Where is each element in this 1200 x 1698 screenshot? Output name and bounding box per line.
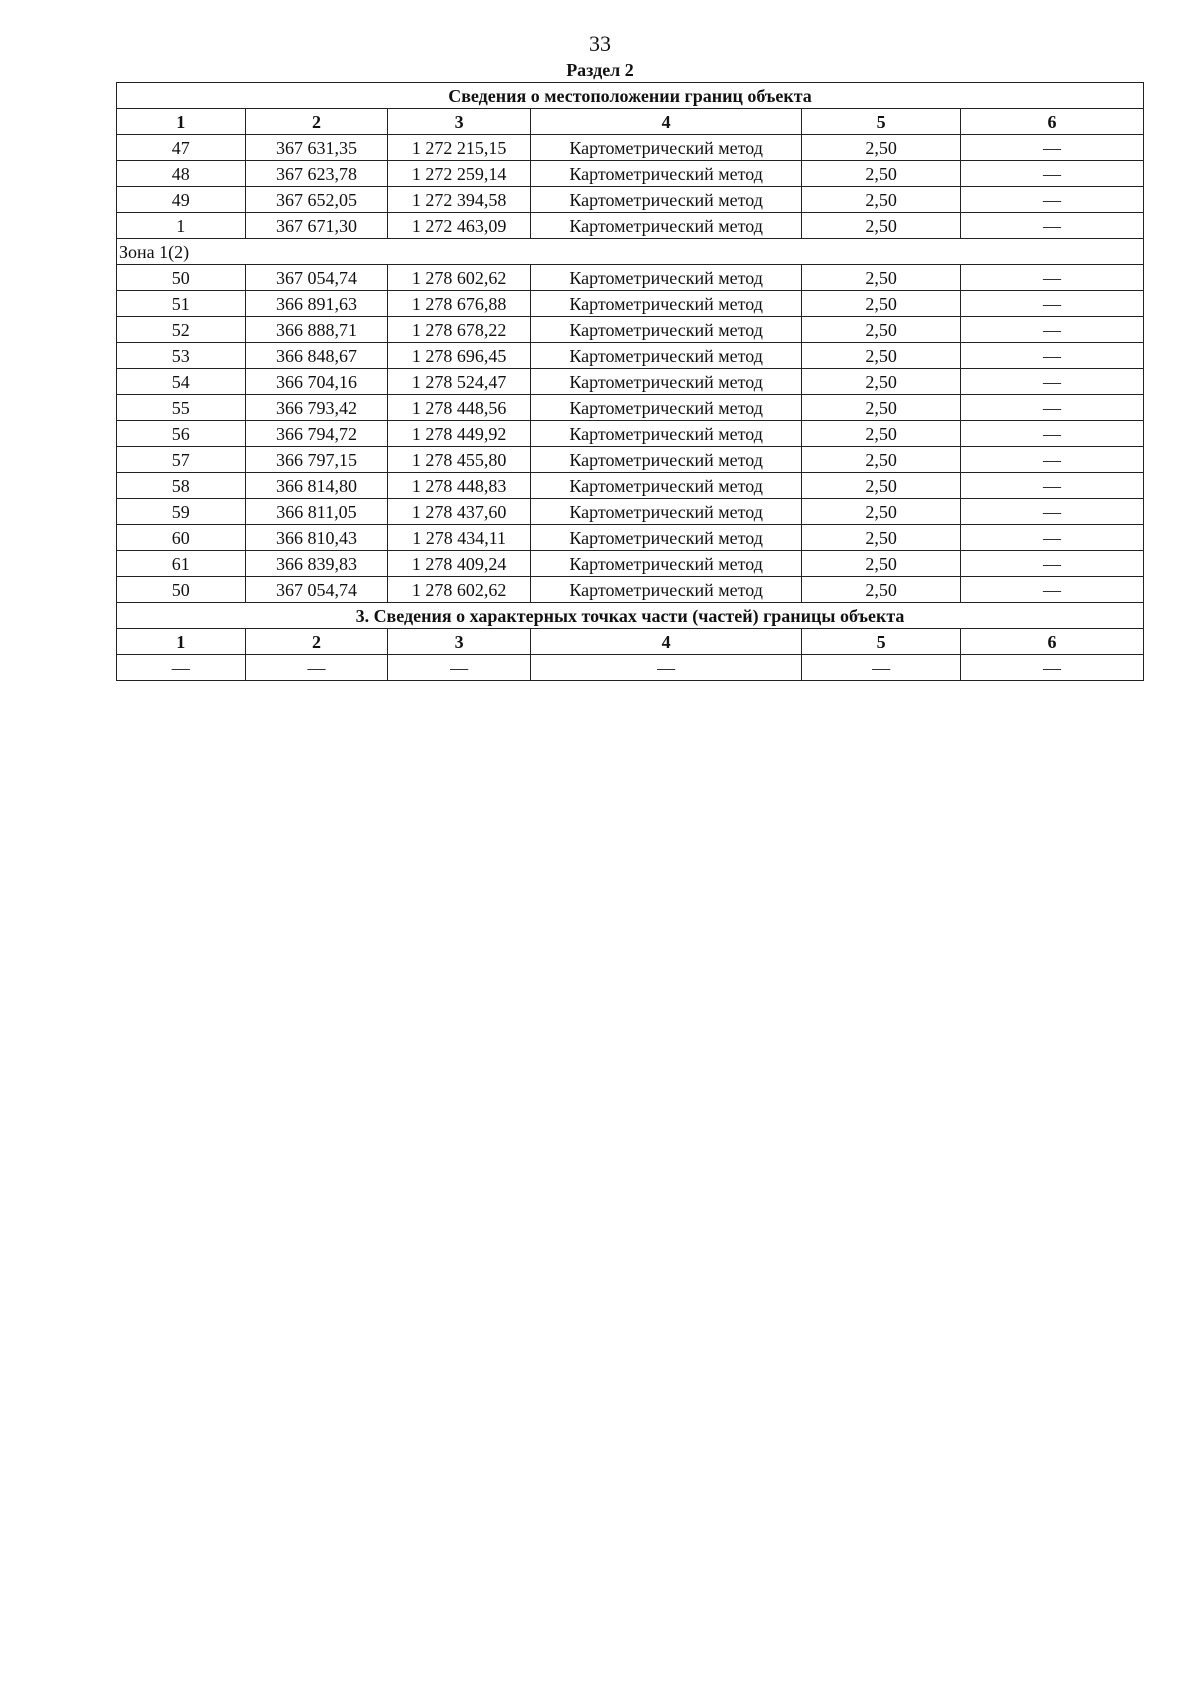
table-cell-col-5: 2,50 (802, 577, 961, 603)
table-cell-col-3: 1 272 463,09 (388, 213, 531, 239)
table-cell-col-5: 2,50 (802, 213, 961, 239)
table-cell-col-6: — (961, 473, 1144, 499)
table-cell-col-1: 61 (117, 551, 246, 577)
table-cell-col-3: 1 278 449,92 (388, 421, 531, 447)
table-cell-col-6: — (961, 499, 1144, 525)
table-cell-col-5: 2,50 (802, 265, 961, 291)
table-cell-col-1: 52 (117, 317, 246, 343)
table-cell-col-2: 366 888,71 (245, 317, 388, 343)
table-cell-col-4: Картометрический метод (530, 213, 801, 239)
table-row (117, 421, 1144, 447)
table-cell-col-6: — (961, 369, 1144, 395)
table-cell-col-2: 366 704,16 (245, 369, 388, 395)
table-cell-col-1: 48 (117, 161, 246, 187)
table-cell-col-4: Картометрический метод (530, 343, 801, 369)
table-cell-col-1: 57 (117, 447, 246, 473)
part-column-number-3: 3 (388, 629, 531, 655)
part-table-cell-col-4: — (530, 655, 801, 681)
column-number-3: 3 (388, 109, 531, 135)
table-cell-col-2: 367 671,30 (245, 213, 388, 239)
table-cell-col-1: 59 (117, 499, 246, 525)
table-cell-col-2: 367 054,74 (245, 265, 388, 291)
table-cell-col-6: — (961, 447, 1144, 473)
table-cell-col-4: Картометрический метод (530, 161, 801, 187)
part-column-number-2: 2 (245, 629, 388, 655)
table-cell-col-1: 50 (117, 265, 246, 291)
table-row (117, 291, 1144, 317)
table-cell-col-3: 1 278 676,88 (388, 291, 531, 317)
part-section-column-number-row (117, 629, 1144, 655)
table-cell-col-2: 366 793,42 (245, 395, 388, 421)
table-cell-col-3: 1 278 602,62 (388, 265, 531, 291)
table-cell-col-3: 1 272 215,15 (388, 135, 531, 161)
table-cell-col-2: 366 797,15 (245, 447, 388, 473)
column-number-row (117, 109, 1144, 135)
table-row (117, 265, 1144, 291)
part-table-row (117, 655, 1144, 681)
table-cell-col-5: 2,50 (802, 161, 961, 187)
table-cell-col-2: 367 623,78 (245, 161, 388, 187)
table-cell-col-6: — (961, 395, 1144, 421)
table-cell-col-3: 1 278 434,11 (388, 525, 531, 551)
table-cell-col-2: 366 794,72 (245, 421, 388, 447)
table-cell-col-1: 54 (117, 369, 246, 395)
table-cell-col-6: — (961, 161, 1144, 187)
table-cell-col-4: Картометрический метод (530, 577, 801, 603)
table-cell-col-6: — (961, 577, 1144, 603)
table-row (117, 369, 1144, 395)
table-cell-col-1: 58 (117, 473, 246, 499)
column-number-4: 4 (530, 109, 801, 135)
table-cell-col-3: 1 278 524,47 (388, 369, 531, 395)
table-cell-col-6: — (961, 343, 1144, 369)
table-row (117, 447, 1144, 473)
table-cell-col-4: Картометрический метод (530, 525, 801, 551)
part-column-number-5: 5 (802, 629, 961, 655)
table-row (117, 551, 1144, 577)
table-cell-col-2: 367 652,05 (245, 187, 388, 213)
part-column-number-6: 6 (961, 629, 1144, 655)
table-cell-col-5: 2,50 (802, 525, 961, 551)
table-cell-col-5: 2,50 (802, 473, 961, 499)
table-cell-col-2: 366 839,83 (245, 551, 388, 577)
table-row (117, 343, 1144, 369)
table-row (117, 525, 1144, 551)
table-row (117, 213, 1144, 239)
zone-row (117, 239, 1144, 265)
column-number-6: 6 (961, 109, 1144, 135)
table-cell-col-3: 1 278 696,45 (388, 343, 531, 369)
page-number: 33 (589, 31, 611, 56)
part-table-cell-col-6: — (961, 655, 1144, 681)
table-cell-col-2: 367 054,74 (245, 577, 388, 603)
table-row (117, 395, 1144, 421)
table-cell-col-1: 49 (117, 187, 246, 213)
part-table-cell-col-5: — (802, 655, 961, 681)
table-cell-col-6: — (961, 291, 1144, 317)
table-cell-col-5: 2,50 (802, 395, 961, 421)
table-cell-col-4: Картометрический метод (530, 265, 801, 291)
table-cell-col-1: 50 (117, 577, 246, 603)
table-cell-col-5: 2,50 (802, 343, 961, 369)
table-cell-col-3: 1 278 409,24 (388, 551, 531, 577)
table-cell-col-6: — (961, 265, 1144, 291)
table-row (117, 577, 1144, 603)
table-cell-col-6: — (961, 551, 1144, 577)
zone-label: Зона 1(2) (117, 239, 1144, 265)
table-cell-col-5: 2,50 (802, 499, 961, 525)
table-cell-col-2: 366 810,43 (245, 525, 388, 551)
column-number-1: 1 (117, 109, 246, 135)
table-cell-col-1: 55 (117, 395, 246, 421)
table-cell-col-5: 2,50 (802, 291, 961, 317)
table-cell-col-5: 2,50 (802, 551, 961, 577)
table-cell-col-3: 1 278 678,22 (388, 317, 531, 343)
table-cell-col-4: Картометрический метод (530, 551, 801, 577)
table-cell-col-4: Картометрический метод (530, 499, 801, 525)
table-cell-col-6: — (961, 421, 1144, 447)
table-cell-col-6: — (961, 187, 1144, 213)
table-row (117, 187, 1144, 213)
table-cell-col-4: Картометрический метод (530, 291, 801, 317)
table-title: Сведения о местоположении границ объекта (117, 83, 1144, 109)
table-cell-col-5: 2,50 (802, 421, 961, 447)
table-row (117, 135, 1144, 161)
table-cell-col-3: 1 272 259,14 (388, 161, 531, 187)
part-section-title-row (117, 603, 1144, 629)
table-cell-col-1: 53 (117, 343, 246, 369)
table-cell-col-4: Картометрический метод (530, 473, 801, 499)
table-cell-col-3: 1 278 448,56 (388, 395, 531, 421)
table-cell-col-5: 2,50 (802, 135, 961, 161)
table-cell-col-3: 1 272 394,58 (388, 187, 531, 213)
table-cell-col-4: Картометрический метод (530, 395, 801, 421)
table-cell-col-1: 1 (117, 213, 246, 239)
part-table-cell-col-3: — (388, 655, 531, 681)
table-cell-col-1: 51 (117, 291, 246, 317)
table-cell-col-5: 2,50 (802, 447, 961, 473)
column-number-5: 5 (802, 109, 961, 135)
table-cell-col-1: 56 (117, 421, 246, 447)
table-row (117, 161, 1144, 187)
table-body (117, 83, 1144, 681)
part-table-cell-col-2: — (245, 655, 388, 681)
part-section-title: 3. Сведения о характерных точках части (частей) границы объекта (117, 603, 1144, 629)
table-cell-col-3: 1 278 455,80 (388, 447, 531, 473)
section-title: Раздел 2 (566, 60, 634, 80)
table-cell-col-3: 1 278 602,62 (388, 577, 531, 603)
table-cell-col-2: 366 811,05 (245, 499, 388, 525)
table-cell-col-5: 2,50 (802, 369, 961, 395)
table-cell-col-1: 47 (117, 135, 246, 161)
table-cell-col-1: 60 (117, 525, 246, 551)
column-number-2: 2 (245, 109, 388, 135)
table-row (117, 317, 1144, 343)
table-row (117, 499, 1144, 525)
table-cell-col-5: 2,50 (802, 187, 961, 213)
part-table-cell-col-1: — (117, 655, 246, 681)
table-cell-col-4: Картометрический метод (530, 369, 801, 395)
table-cell-col-2: 367 631,35 (245, 135, 388, 161)
table-cell-col-2: 366 814,80 (245, 473, 388, 499)
table-cell-col-2: 366 891,63 (245, 291, 388, 317)
table-cell-col-4: Картометрический метод (530, 421, 801, 447)
table-row (117, 473, 1144, 499)
table-cell-col-2: 366 848,67 (245, 343, 388, 369)
table-title-row (117, 83, 1144, 109)
table-cell-col-6: — (961, 525, 1144, 551)
table-cell-col-3: 1 278 448,83 (388, 473, 531, 499)
boundary-table (116, 82, 1144, 681)
table-cell-col-3: 1 278 437,60 (388, 499, 531, 525)
table-cell-col-6: — (961, 135, 1144, 161)
table-cell-col-4: Картометрический метод (530, 135, 801, 161)
table-cell-col-4: Картометрический метод (530, 187, 801, 213)
part-column-number-1: 1 (117, 629, 246, 655)
table-cell-col-4: Картометрический метод (530, 317, 801, 343)
table-cell-col-6: — (961, 213, 1144, 239)
table-cell-col-6: — (961, 317, 1144, 343)
part-column-number-4: 4 (530, 629, 801, 655)
table-cell-col-5: 2,50 (802, 317, 961, 343)
table-cell-col-4: Картометрический метод (530, 447, 801, 473)
